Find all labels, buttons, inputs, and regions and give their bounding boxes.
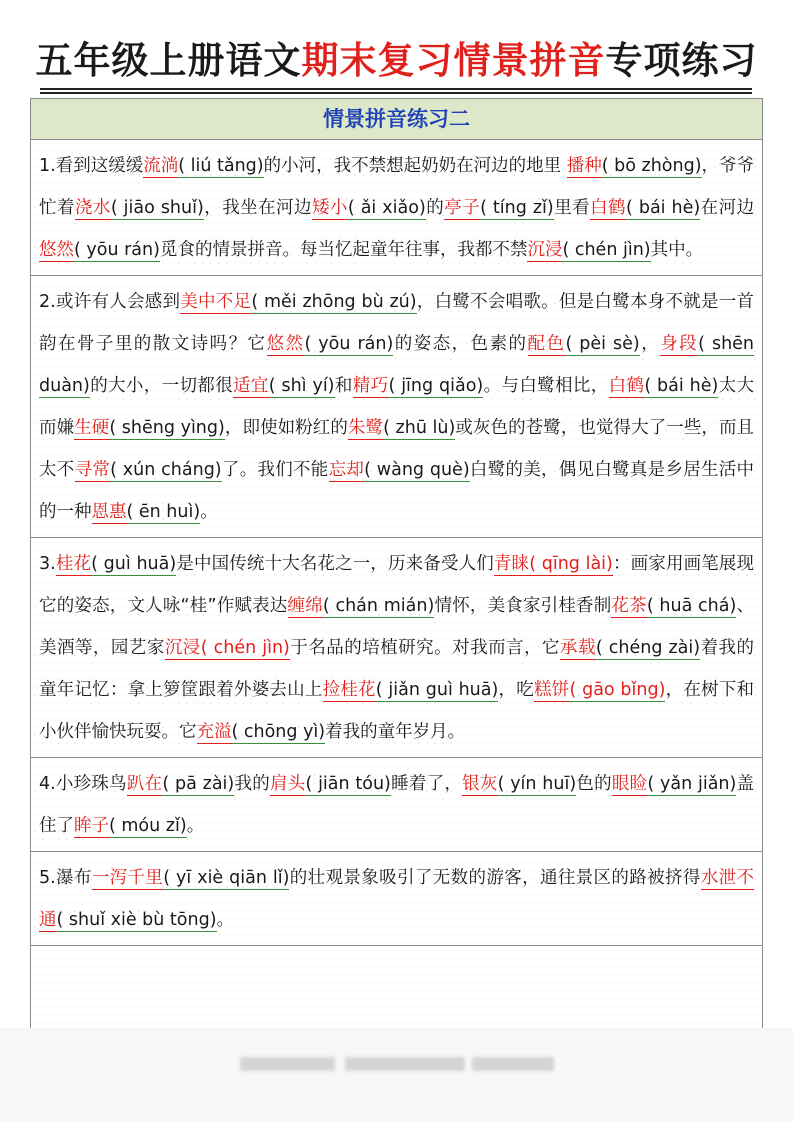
target-word: 身段 [660, 334, 699, 354]
target-word: 生硬 [74, 418, 110, 438]
exercise-text [39, 145, 754, 271]
target-word: 充溢 [196, 722, 232, 742]
target-word: 沉浸( chén jìn) [164, 638, 290, 658]
pinyin: ( pèi sè) [565, 334, 640, 354]
text-segment: 我的 [234, 774, 270, 794]
text-segment: ， [639, 334, 661, 354]
target-word: 播种 [566, 156, 602, 176]
target-word: 沉浸 [527, 240, 563, 260]
text-segment: 睡着了， [390, 774, 463, 794]
text-segment: 5.瀑布 [39, 868, 92, 888]
pinyin: ( bái hè) [644, 376, 719, 396]
pinyin: ( guì huā) [91, 554, 177, 574]
target-word: 适宜 [233, 376, 269, 396]
title-part-1: 五年级上册语文 [35, 39, 302, 82]
text-segment: 2.或许有人会感到 [39, 292, 181, 312]
pinyin: ( gāo bǐng) [569, 680, 666, 700]
exercise-panel [30, 98, 763, 1030]
pinyin: ( bái hè) [626, 198, 701, 218]
text-segment: 盖住了 [39, 774, 755, 836]
text-segment: ，爷爷忙着 [39, 156, 755, 218]
text-segment: 和 [334, 376, 353, 396]
target-word: 青睐( qīng lài) [493, 554, 613, 574]
exercise-item [31, 276, 762, 538]
text-segment: 。与白鹭相比， [483, 376, 609, 396]
target-word: 糕饼 [534, 680, 570, 700]
text-segment: ，白鹭不会唱歌。但是白鹭本身不就是一首韵在骨子里的散文诗吗？它 [39, 292, 755, 354]
text-segment: 的小河，我不禁想起奶奶在河边的地里 [263, 156, 567, 176]
text-segment: ，即使如粉红的 [224, 418, 348, 438]
target-word: 悠然 [266, 334, 305, 354]
pinyin: ( jīng qiǎo) [388, 376, 484, 396]
pinyin: ( pā zài) [162, 774, 235, 794]
text-segment: ，在树下和小伙伴愉快玩耍。它 [39, 680, 755, 742]
pinyin: ( yōu rán) [74, 240, 160, 260]
pinyin: ( móu zǐ) [109, 816, 187, 836]
page-footer-area [0, 1028, 793, 1122]
pinyin: ( yín huī) [497, 774, 577, 794]
pinyin: ( chén jìn) [562, 240, 651, 260]
exercise-text [39, 857, 754, 941]
target-word: 流淌 [143, 156, 179, 176]
target-word: 亭子 [444, 198, 481, 218]
text-segment: 。 [216, 910, 235, 930]
pinyin: ( shuǐ xiè bù tōng) [56, 910, 217, 930]
target-word: 一泻千里 [91, 868, 164, 888]
target-word: 水泄不通 [39, 868, 755, 930]
target-word: 眸子 [74, 816, 109, 836]
text-segment: 1.看到这缓缓 [39, 156, 144, 176]
text-segment: 。 [200, 502, 218, 522]
target-word: 朱鹭 [347, 418, 384, 438]
target-word: 趴在 [126, 774, 163, 794]
exercise-text [39, 763, 754, 847]
text-segment: 着我的童年记忆：拿上箩筐跟着外婆去山上 [39, 638, 755, 700]
target-word: 肩头 [269, 774, 306, 794]
target-word: 白鹤 [608, 376, 645, 396]
pinyin: ( chéng zài) [595, 638, 701, 658]
exercise-text [39, 543, 754, 753]
target-word: 恩惠 [91, 502, 127, 522]
pinyin: ( zhū lù) [383, 418, 456, 438]
pinyin: ( shì yí) [268, 376, 335, 396]
exercise-item [31, 538, 762, 758]
pinyin: ( xún cháng) [110, 460, 222, 480]
text-segment: 3. [39, 554, 56, 574]
pinyin: ( yōu rán) [304, 334, 394, 354]
text-segment: 里看 [553, 198, 591, 218]
text-segment: 4.小珍珠鸟 [39, 774, 127, 794]
exercise-item [31, 758, 762, 852]
exercise-item [31, 140, 762, 276]
target-word: 配色 [527, 334, 566, 354]
target-word: 捡桂花 [322, 680, 376, 700]
exercise-list [31, 140, 762, 946]
pinyin: ( huā chá) [646, 596, 737, 616]
text-segment: 情怀，美食家引桂香制 [434, 596, 612, 616]
pinyin: ( chōng yì) [231, 722, 326, 742]
target-word: 矮小 [311, 198, 348, 218]
text-segment: ，我坐在河边 [203, 198, 312, 218]
pinyin: ( jiǎn guì huā) [375, 680, 499, 700]
title-part-3: 专项练习 [605, 39, 758, 82]
target-word: 白鹤 [590, 198, 626, 218]
text-segment: 觅食的情景拼音。每当忆起童年往事，我都不禁 [159, 240, 528, 260]
target-word: 眼睑 [611, 774, 648, 794]
target-word: 寻常 [74, 460, 111, 480]
section-header: 情景拼音练习二 [31, 99, 762, 140]
pinyin: ( chán mián) [322, 596, 435, 616]
text-segment: 着我的童年岁月。 [325, 722, 466, 742]
pinyin: ( ēn huì) [126, 502, 201, 522]
title-underline-2 [40, 92, 752, 94]
text-segment: 色的 [576, 774, 612, 794]
pinyin: ( wàng què) [364, 460, 470, 480]
target-word: 银灰 [462, 774, 498, 794]
text-segment: 于名品的培植研究。对我而言，它 [289, 638, 560, 658]
text-segment: 、美酒等，园艺家 [39, 596, 755, 658]
pinyin: ( yǎn jiǎn) [647, 774, 737, 794]
text-segment: 是中国传统十大名花之一，历来备受人们 [176, 554, 494, 574]
text-segment: 了。我们不能 [221, 460, 329, 480]
text-segment: ，吃 [498, 680, 535, 700]
target-word: 忘却 [328, 460, 365, 480]
target-word: 缠绵 [287, 596, 323, 616]
text-segment: 太大而嫌 [39, 376, 755, 438]
exercise-item [31, 852, 762, 946]
target-word: 悠然 [39, 240, 74, 260]
pinyin: ( shēn duàn) [39, 334, 755, 396]
text-segment: 的姿态，色素的 [393, 334, 528, 354]
text-segment: 的壮观景象吸引了无数的游客，通往景区的路被挤得 [289, 868, 701, 888]
text-segment: ：画家用画笔展现它的姿态，文人咏“桂”作赋表达 [39, 554, 755, 616]
text-segment: 。 [186, 816, 205, 836]
pinyin: ( tíng zǐ) [480, 198, 554, 218]
pinyin: ( shēng yìng) [109, 418, 225, 438]
text-segment: 白鹭的美，偶见白鹭真是乡居生活中的一种 [39, 460, 755, 522]
target-word: 浇水 [74, 198, 111, 218]
target-word: 花茶 [611, 596, 647, 616]
blurred-text [472, 1057, 554, 1071]
pinyin: ( liú tǎng) [178, 156, 264, 176]
target-word: 精巧 [352, 376, 389, 396]
target-word: 美中不足 [180, 292, 252, 312]
text-segment: 或灰色的苍鹭，也觉得大了一些，而且太不 [39, 418, 755, 480]
exercise-text [39, 281, 754, 533]
pinyin: ( jiān tóu) [305, 774, 391, 794]
blurred-text [345, 1057, 465, 1071]
blurred-text [240, 1057, 335, 1071]
target-word: 桂花 [55, 554, 92, 574]
pinyin: ( ǎi xiǎo) [347, 198, 426, 218]
text-segment: 其中。 [650, 240, 704, 260]
pinyin: ( měi zhōng bù zú) [251, 292, 417, 312]
text-segment: 的大小，一切都很 [89, 376, 234, 396]
pinyin: ( jiāo shuǐ) [110, 198, 204, 218]
pinyin: ( yī xiè qiān lǐ) [163, 868, 290, 888]
text-segment: 的 [425, 198, 445, 218]
target-word: 承载 [559, 638, 596, 658]
pinyin: ( bō zhòng) [601, 156, 702, 176]
title-part-2: 期末复习情景拼音 [301, 39, 606, 82]
page-title [0, 39, 793, 82]
title-underline [40, 88, 752, 90]
text-segment: 在河边 [700, 198, 755, 218]
